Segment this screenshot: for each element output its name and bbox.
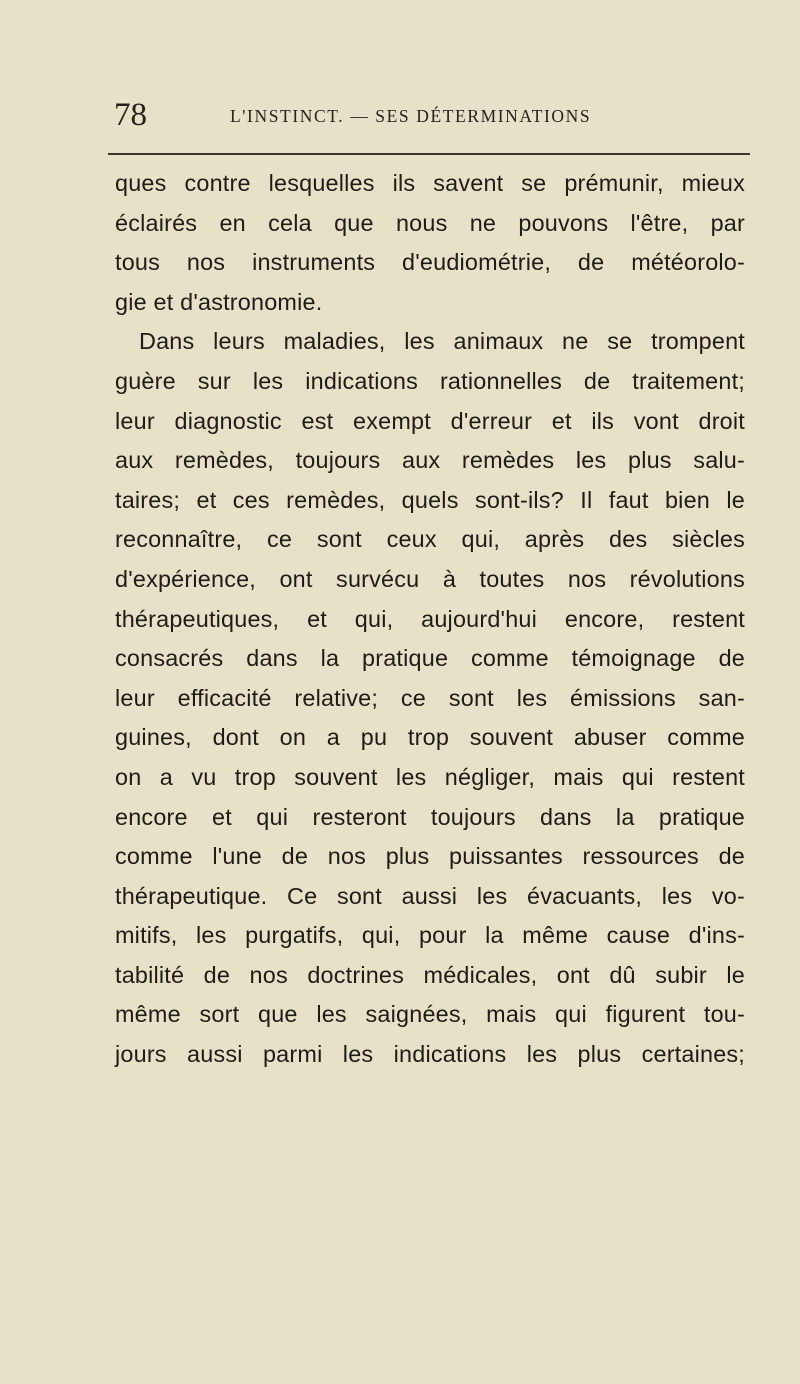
text-line: thérapeutique. Ce sont aussi les évacuants, les vo- <box>115 882 745 909</box>
text-line: jours aussi parmi les indications les plus certaines; <box>115 1041 745 1068</box>
text-line: tabilité de nos doctrines médicales, ont dû subir le <box>115 961 745 988</box>
text-line: même sort que les saignées, mais qui figurent tou- <box>115 1001 745 1028</box>
page-number: 78 <box>114 97 147 133</box>
text-line: consacrés dans la pratique comme témoignage de <box>115 645 745 672</box>
text-line: reconnaître, ce sont ceux qui, après des siècles <box>115 526 745 553</box>
text-line: d'expérience, ont survécu à toutes nos révolutions <box>115 565 745 592</box>
text-line: thérapeutiques, et qui, aujourd'hui encore, restent <box>115 605 745 632</box>
text-line: gie et d'astronomie. <box>115 288 323 315</box>
text-line: Dans leurs maladies, les animaux ne se trompent <box>139 328 745 355</box>
text-line: leur efficacité relative; ce sont les émissions san- <box>115 684 745 711</box>
text-line: éclairés en cela que nous ne pouvons l'être, par <box>115 209 745 236</box>
text-line: guère sur les indications rationnelles de traitement; <box>115 367 745 394</box>
page-header <box>114 96 744 136</box>
text-line: ques contre lesquelles ils savent se prémunir, mieux <box>115 170 745 196</box>
text-line: taires; et ces remèdes, quels sont-ils? Il faut bien le <box>115 486 745 513</box>
text-line: leur diagnostic est exempt d'erreur et ils vont droit <box>115 407 745 434</box>
running-title: L'INSTINCT. — SES DÉTERMINATIONS <box>230 106 592 126</box>
text-line: aux remèdes, toujours aux remèdes les plus salu- <box>115 447 745 474</box>
text-line: on a vu trop souvent les négliger, mais qui restent <box>115 763 745 790</box>
text-line: guines, dont on a pu trop souvent abuser comme <box>115 724 745 751</box>
body-text <box>115 164 745 1075</box>
text-line: mitifs, les purgatifs, qui, pour la même cause d'ins- <box>115 922 745 949</box>
header-rule <box>108 153 750 155</box>
text-line: comme l'une de nos plus puissantes ressources de <box>115 843 745 870</box>
text-line: tous nos instruments d'eudiométrie, de météorolo- <box>115 249 745 276</box>
text-line: encore et qui resteront toujours dans la pratique <box>115 803 745 830</box>
